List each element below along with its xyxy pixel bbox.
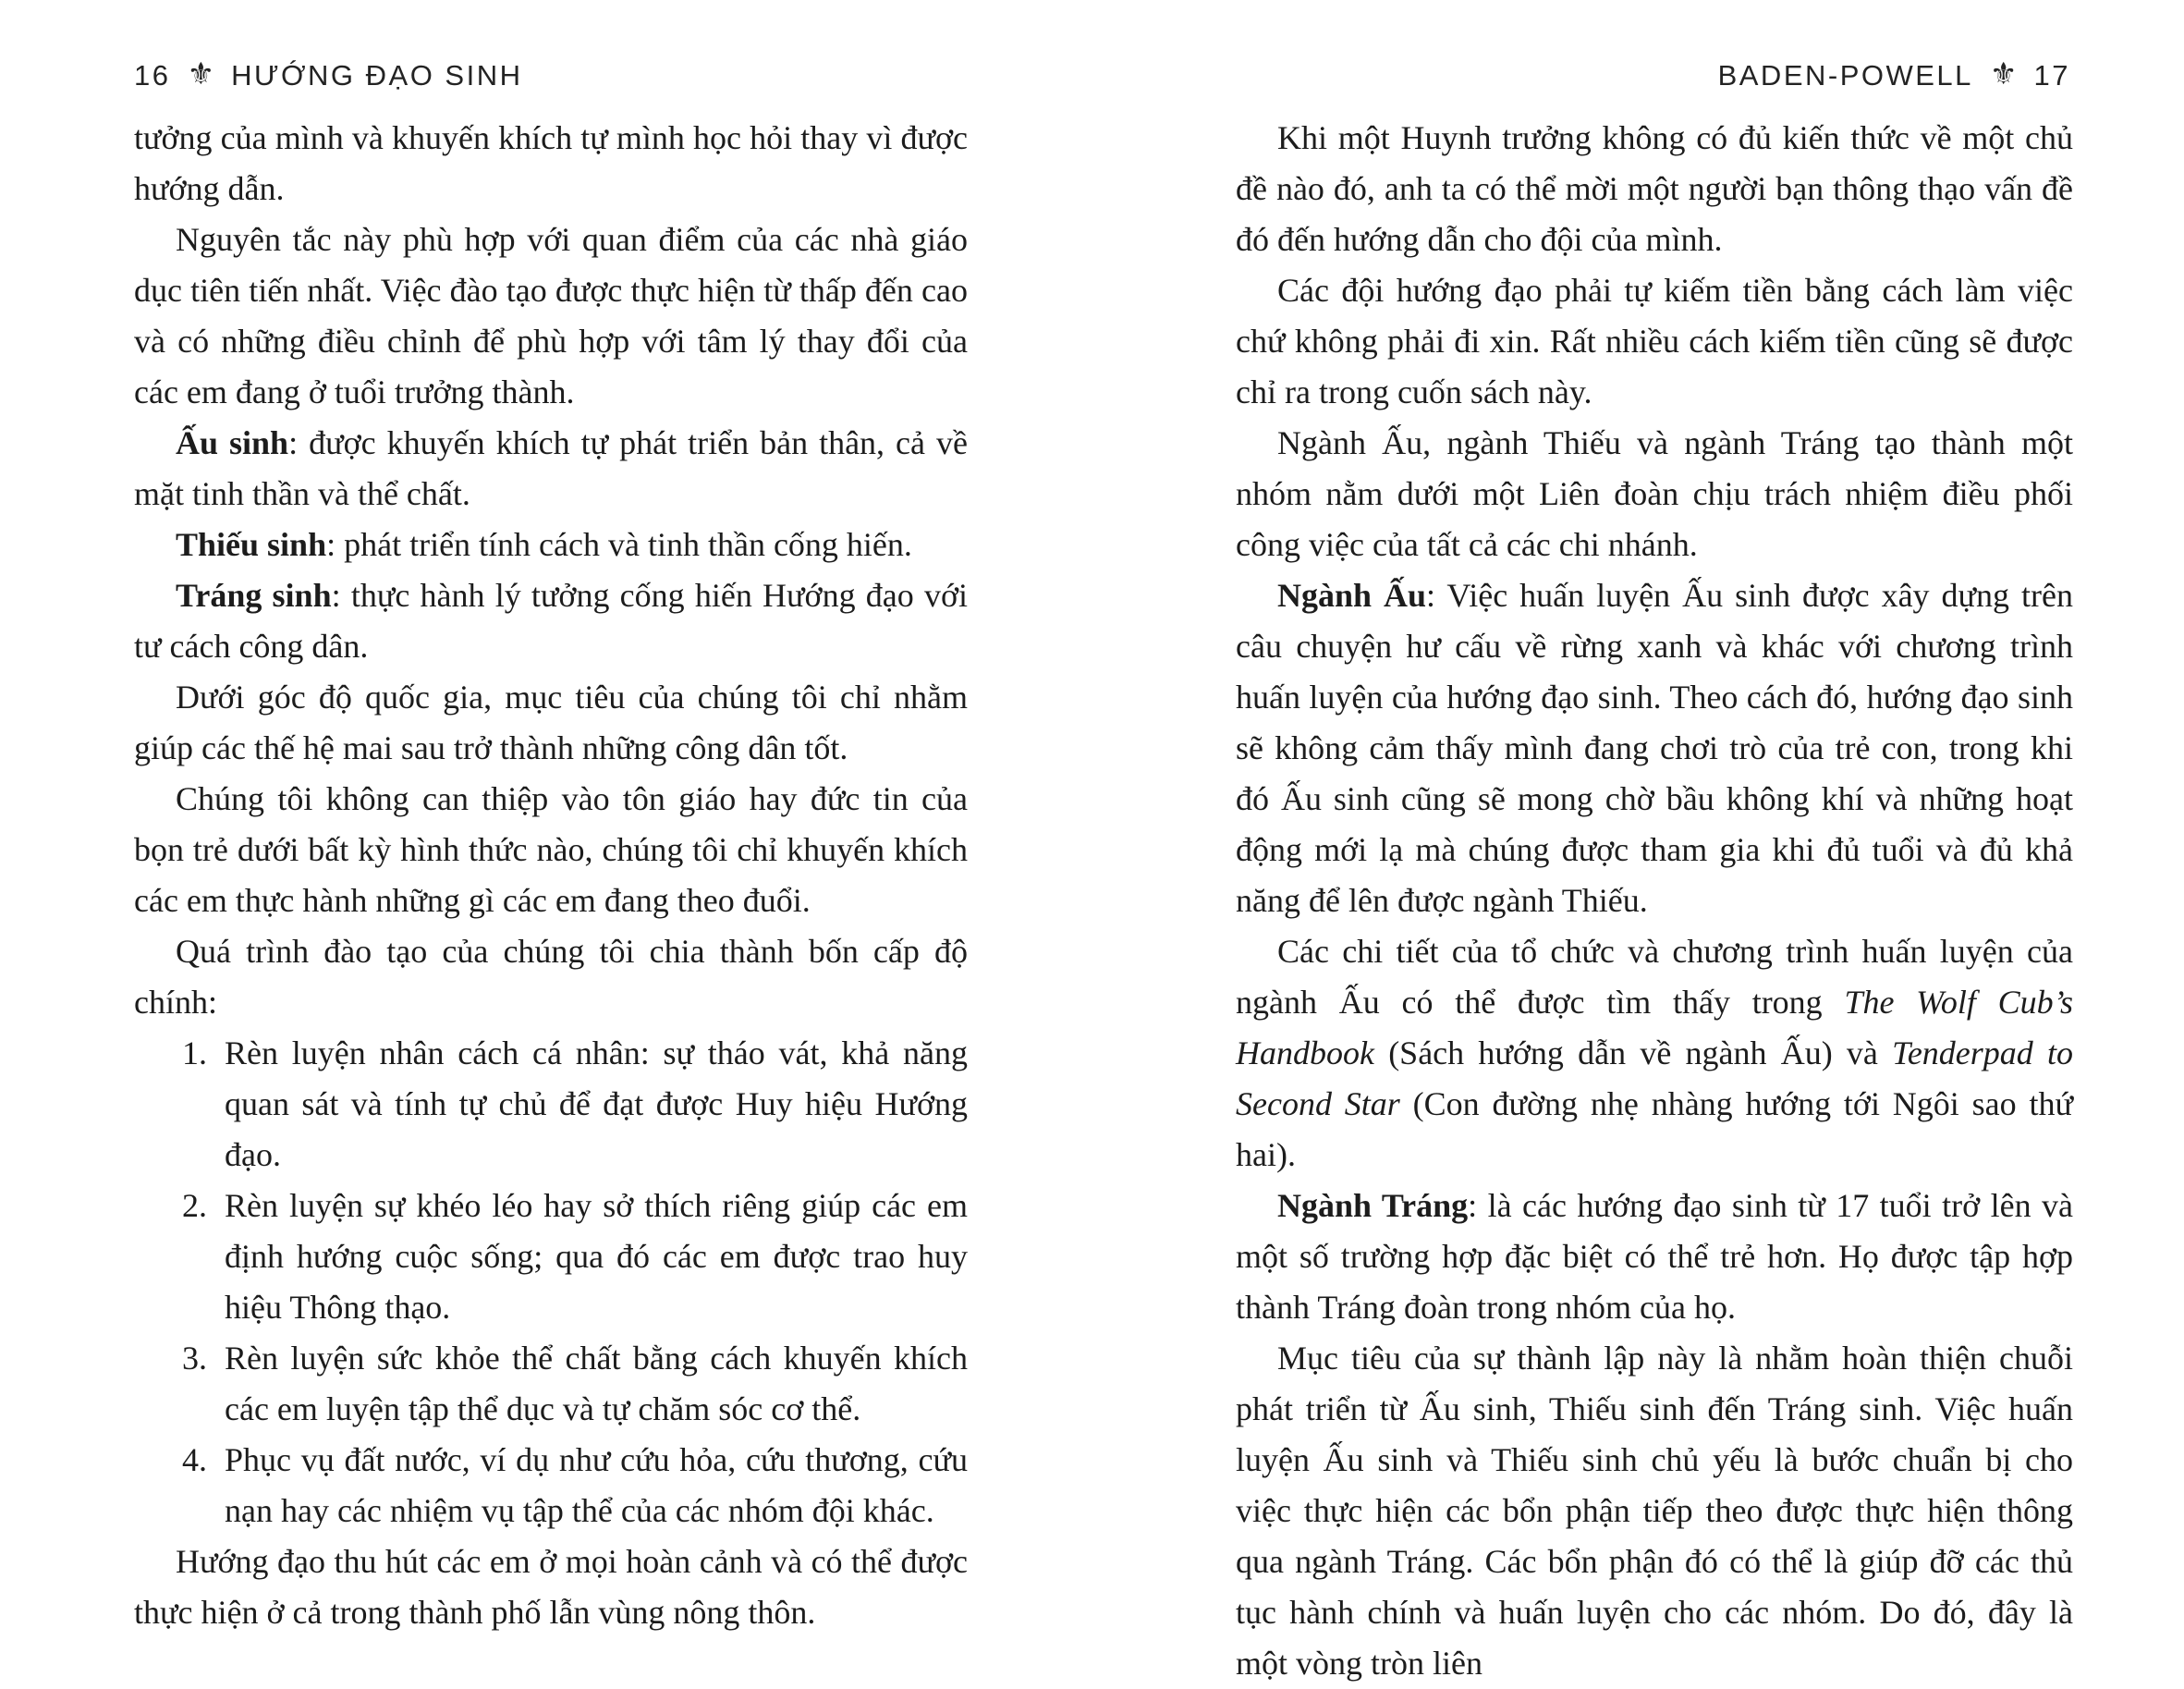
text-run: Nguyên tắc này phù hợp với quan điểm của các nhà giáo dục tiên tiến nhất. Việc đào tạo được thực hiện từ thấp đến cao và có những điều chỉnh để phù hợp với tâm lý thay đổi của các em đang ở tuổi trưởng thành. <box>134 221 968 410</box>
right-page-number: 17 <box>2033 58 2070 92</box>
right-header-title: BADEN-POWELL <box>1717 58 1973 92</box>
paragraph <box>1236 1181 2073 1333</box>
paragraph <box>134 1536 968 1638</box>
paragraph <box>134 672 968 774</box>
bold-text-run: Ấu sinh <box>176 424 289 461</box>
right-running-head <box>1718 57 2070 93</box>
paragraph <box>134 570 968 672</box>
paragraph <box>134 418 968 520</box>
text-run: : Việc huấn luyện Ấu sinh được xây dựng trên câu chuyện hư cấu về rừng xanh và khác với chương trình huấn luyện của hướng đạo sinh. Theo cách đó, hướng đạo sinh sẽ không cảm thấy mình đang chơi trò của trẻ con, trong khi đó Ấu sinh cũng sẽ mong chờ bầu không khí và những hoạt động mới lạ mà chúng được tham gia khi đủ tuổi và đủ khả năng để lên được ngành Thiếu. <box>1236 577 2073 919</box>
paragraph <box>1236 1333 2073 1689</box>
text-run: Mục tiêu của sự thành lập này là nhằm hoàn thiện chuỗi phát triển từ Ấu sinh, Thiếu sinh đến Tráng sinh. Việc huấn luyện Ấu sinh và Thiếu sinh chủ yếu là bước chuẩn bị cho việc thực hiện các bổn phận tiếp theo được thực hiện thông qua ngành Tráng. Các bổn phận đó có thể là giúp đỡ các thủ tục hành chính và huấn luyện cho các nhóm. Do đó, đây là một vòng tròn liên <box>1236 1340 2073 1682</box>
numbered-list-item <box>134 1333 968 1435</box>
paragraph <box>134 113 968 214</box>
list-item-number: 2. <box>182 1187 207 1224</box>
bold-text-run: Tráng sinh <box>176 577 332 614</box>
paragraph <box>1236 418 2073 570</box>
list-item-number: 1. <box>182 1034 207 1071</box>
text-run: Rèn luyện sự khéo léo hay sở thích riêng giúp các em định hướng cuộc sống; qua đó các em được trao huy hiệu Thông thạo. <box>225 1187 968 1326</box>
bold-text-run: Ngành Ấu <box>1277 577 1427 614</box>
list-item-number: 3. <box>182 1340 207 1377</box>
text-run: tưởng của mình và khuyến khích tự mình học hỏi thay vì được hướng dẫn. <box>134 119 968 207</box>
text-run: : phát triển tính cách và tinh thần cống hiến. <box>326 526 912 563</box>
numbered-list-item <box>134 1435 968 1536</box>
text-run: Phục vụ đất nước, ví dụ như cứu hỏa, cứu thương, cứu nạn hay các nhiệm vụ tập thể của các nhóm đội khác. <box>225 1441 968 1529</box>
left-running-head <box>134 57 523 93</box>
text-run: Các đội hướng đạo phải tự kiếm tiền bằng cách làm việc chứ không phải đi xin. Rất nhiều cách kiếm tiền cũng sẽ được chỉ ra trong cuốn sách này. <box>1236 272 2073 410</box>
text-run: : là các hướng đạo sinh từ 17 tuổi trở lên và một số trường hợp đặc biệt có thể trẻ hơn. Họ được tập hợp thành Tráng đoàn trong nhóm của họ. <box>1236 1187 2073 1326</box>
text-run: Rèn luyện sức khỏe thể chất bằng cách khuyến khích các em luyện tập thể dục và tự chăm sóc cơ thể. <box>225 1340 968 1427</box>
text-run: Hướng đạo thu hút các em ở mọi hoàn cảnh và có thể được thực hiện ở cả trong thành phố lẫn vùng nông thôn. <box>134 1543 968 1631</box>
fleur-de-lis-icon: ⚜ <box>1989 55 2018 92</box>
paragraph <box>134 520 968 570</box>
paragraph <box>134 926 968 1028</box>
left-page-number: 16 <box>134 58 171 92</box>
list-item-number: 4. <box>182 1441 207 1478</box>
italic-book-title: The Wolf Cub’s Handbook <box>1236 984 2073 1071</box>
paragraph <box>134 774 968 926</box>
text-run: : thực hành lý tưởng cống hiến Hướng đạo với tư cách công dân. <box>134 577 968 665</box>
text-run: (Con đường nhẹ nhàng hướng tới Ngôi sao thứ hai). <box>1236 1085 2073 1173</box>
text-run: Khi một Huynh trưởng không có đủ kiến thức về một chủ đề nào đó, anh ta có thể mời một người bạn thông thạo vấn đề đó đến hướng dẫn cho đội của mình. <box>1236 119 2073 258</box>
text-run: Rèn luyện nhân cách cá nhân: sự tháo vát, khả năng quan sát và tính tự chủ để đạt được Huy hiệu Hướng đạo. <box>225 1034 968 1173</box>
text-run: (Sách hướng dẫn về ngành Ấu) và <box>1373 1034 1893 1071</box>
paragraph <box>1236 926 2073 1181</box>
left-page-body <box>134 113 968 1638</box>
bold-text-run: Thiếu sinh <box>176 526 327 563</box>
left-header-title: HƯỚNG ĐẠO SINH <box>231 58 523 92</box>
fleur-de-lis-icon: ⚜ <box>187 55 215 92</box>
numbered-list-item <box>134 1028 968 1181</box>
right-page-body <box>1236 113 2073 1689</box>
text-run: Chúng tôi không can thiệp vào tôn giáo hay đức tin của bọn trẻ dưới bất kỳ hình thức nào, chúng tôi chỉ khuyến khích các em thực hành những gì các em đang theo đuổi. <box>134 780 968 919</box>
text-run: Các chi tiết của tổ chức và chương trình huấn luyện của ngành Ấu có thể được tìm thấy trong <box>1236 933 2073 1021</box>
italic-book-title: Tenderpad to Second Star <box>1236 1034 2074 1122</box>
text-run: Dưới góc độ quốc gia, mục tiêu của chúng tôi chỉ nhằm giúp các thế hệ mai sau trở thành những công dân tốt. <box>134 679 968 766</box>
bold-text-run: Ngành Tráng <box>1277 1187 1469 1224</box>
numbered-list-item <box>134 1181 968 1333</box>
paragraph <box>1236 265 2073 418</box>
paragraph <box>134 214 968 418</box>
paragraph <box>1236 570 2073 926</box>
text-run: : được khuyến khích tự phát triển bản thân, cả về mặt tinh thần và thể chất. <box>134 424 968 512</box>
paragraph <box>1236 113 2073 265</box>
text-run: Ngành Ấu, ngành Thiếu và ngành Tráng tạo thành một nhóm nằm dưới một Liên đoàn chịu trách nhiệm điều phối công việc của tất cả các chi nhánh. <box>1236 424 2073 563</box>
text-run: Quá trình đào tạo của chúng tôi chia thành bốn cấp độ chính: <box>134 933 968 1021</box>
